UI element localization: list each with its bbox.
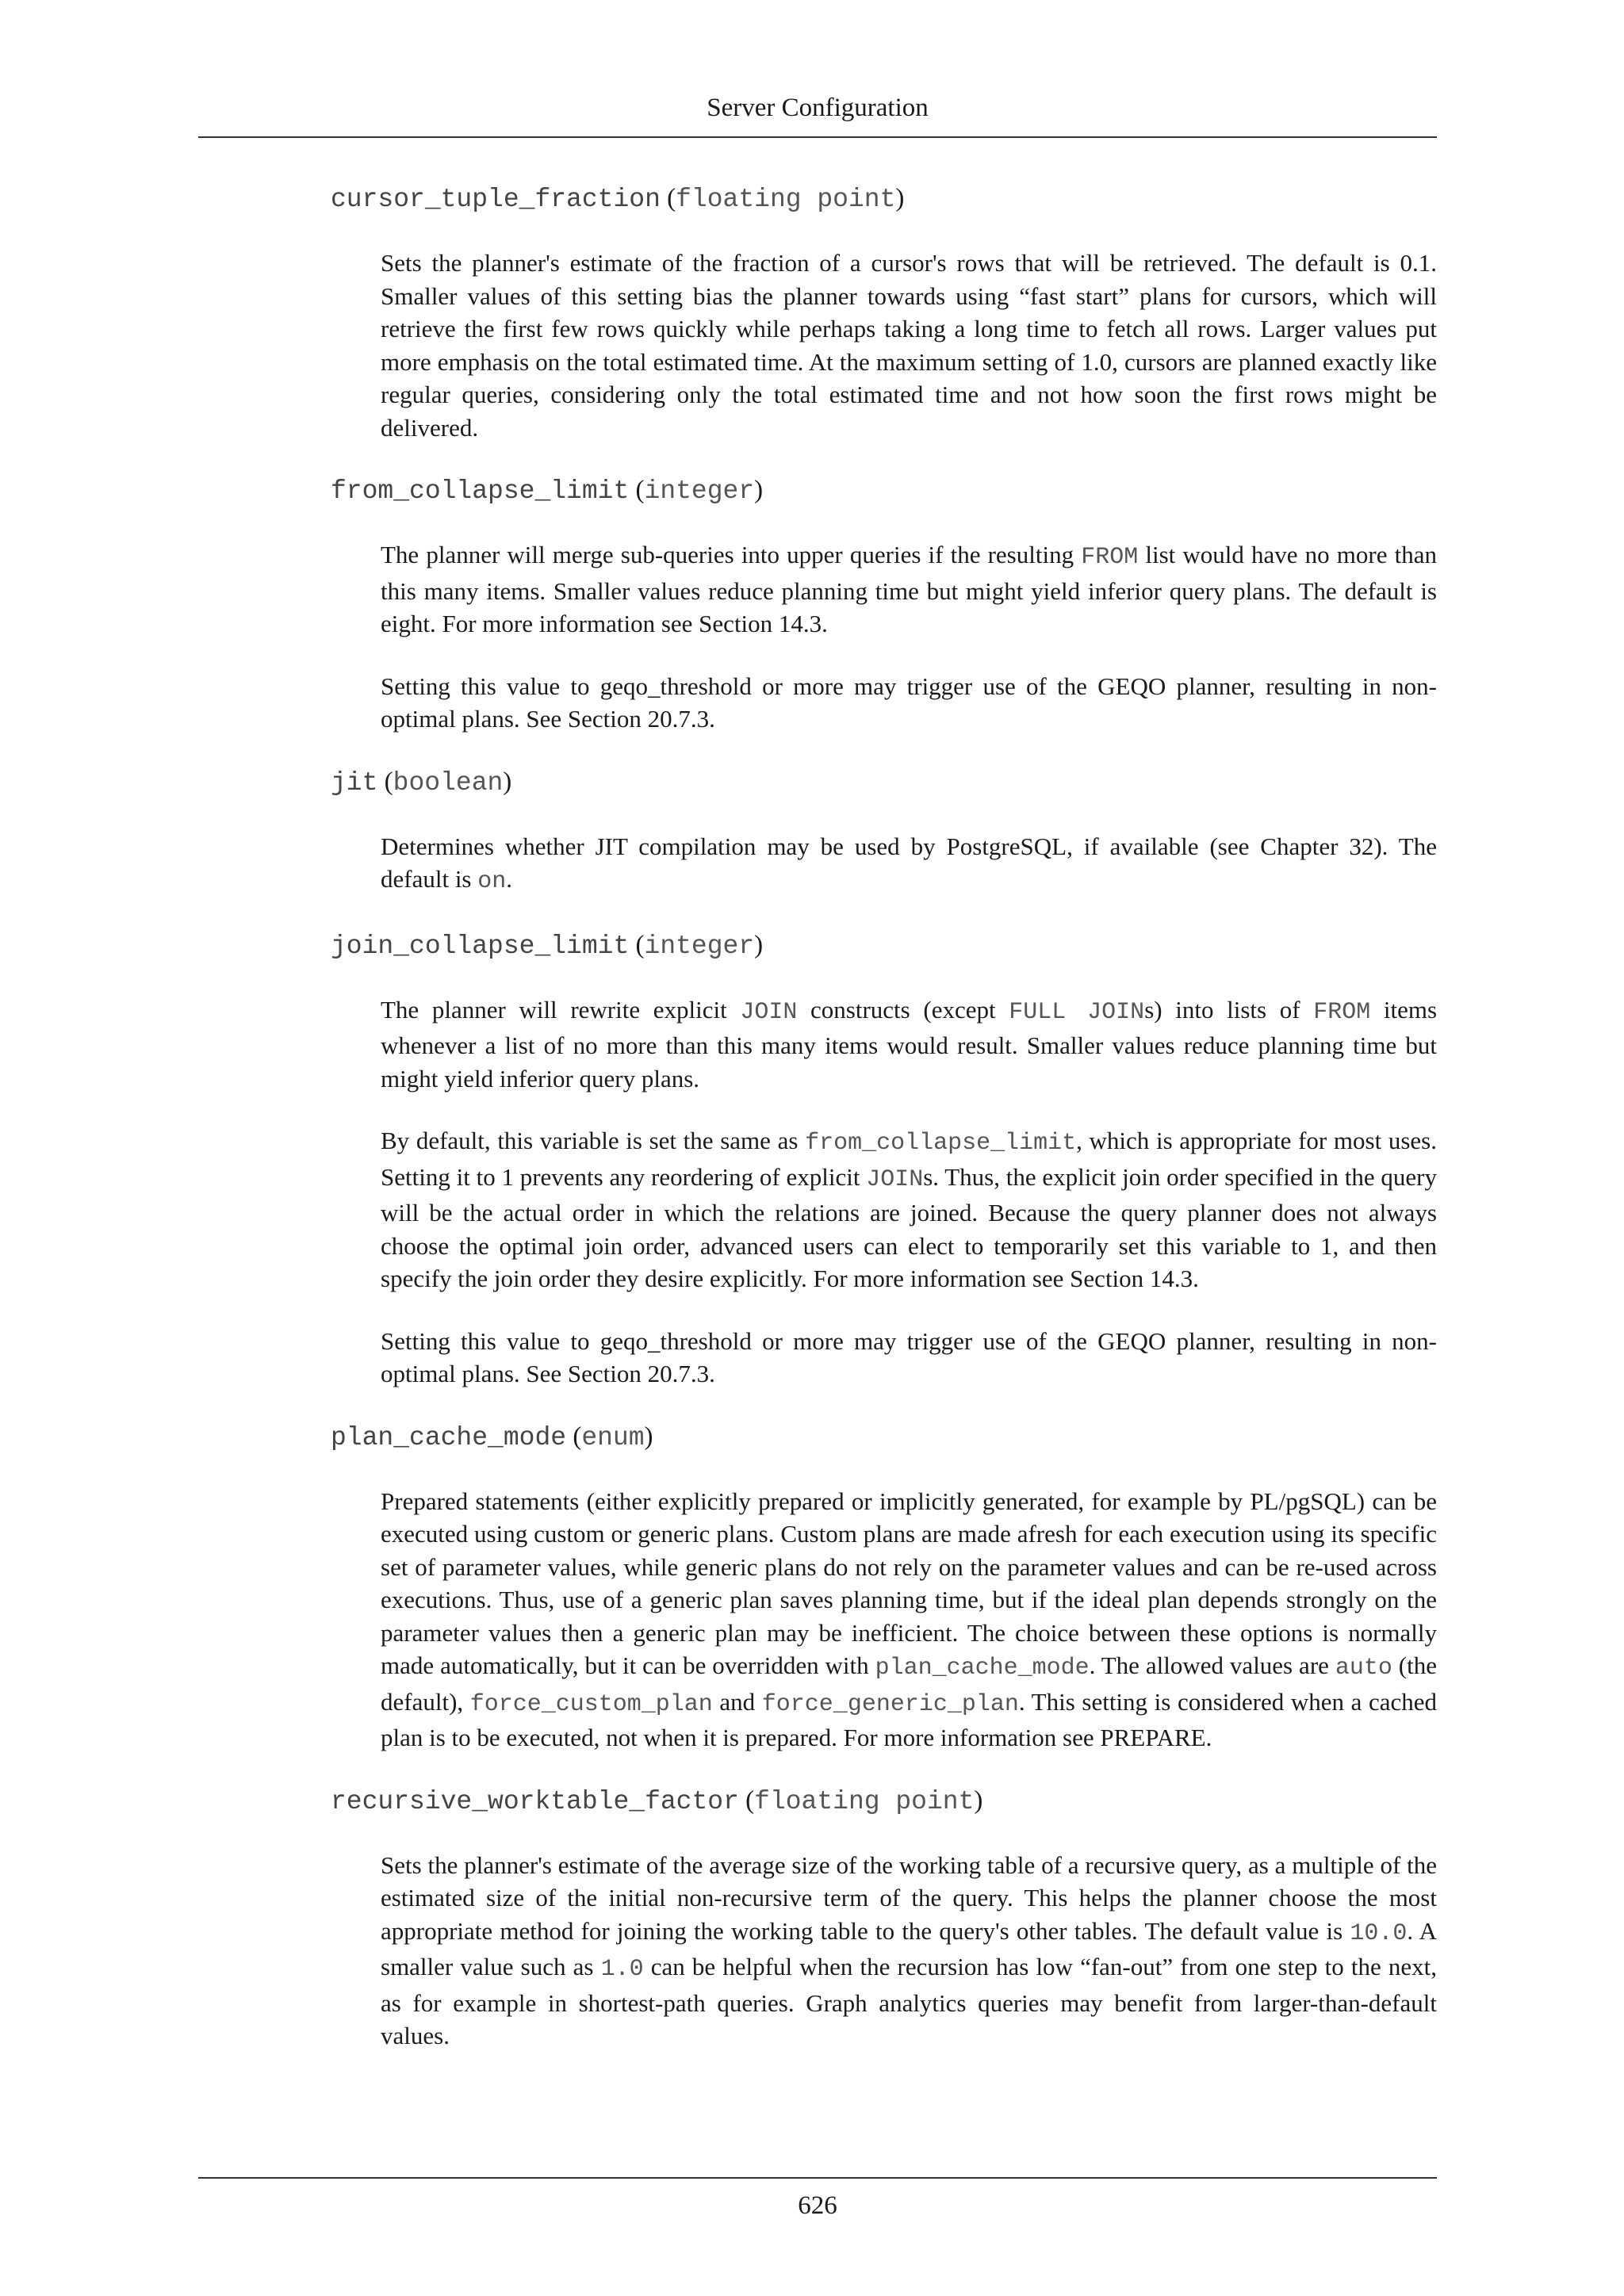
footer-rule <box>198 2177 1437 2179</box>
document-body <box>198 181 1437 2081</box>
open-paren: ( <box>738 1785 755 1815</box>
setting-term-recursive-worktable-factor <box>331 1783 1437 1820</box>
setting-name: join_collapse_limit <box>331 931 630 961</box>
header-rule <box>198 136 1437 138</box>
close-paren: ) <box>974 1785 983 1815</box>
setting-type: integer <box>644 931 755 961</box>
description-paragraph: The planner will rewrite explicit JOIN constructs (except FULL JOINs) into lists of FROM items whenever a list of no more than this many items would result. Smaller values reduce planning time but might yield inferior query plans. <box>381 995 1438 1093</box>
description-paragraph: Setting this value to geqo_threshold or more may trigger use of the GEQO planner, resulting in non-optimal plans. See Section 20.7.3. <box>381 672 1437 733</box>
page-header-title: Server Configuration <box>707 94 929 122</box>
inline-code: JOIN <box>866 1165 924 1193</box>
inline-code: on <box>477 868 507 895</box>
inline-code: auto <box>1335 1655 1392 1682</box>
setting-term-plan-cache-mode <box>331 1419 1437 1456</box>
description-paragraph: Setting this value to geqo_threshold or more may trigger use of the GEQO planner, resulting in non-optimal plans. See Section 20.7.3. <box>381 1326 1437 1387</box>
open-paren: ( <box>629 476 645 504</box>
setting-type: enum <box>581 1422 645 1452</box>
setting-name: cursor_tuple_fraction <box>331 185 661 214</box>
close-paren: ) <box>754 476 764 504</box>
setting-name: from_collapse_limit <box>331 476 630 506</box>
setting-term-cursor-tuple-fraction <box>331 181 1437 217</box>
setting-type: boolean <box>393 767 504 798</box>
inline-code: plan_cache_mode <box>875 1655 1090 1682</box>
inline-code: FULL JOIN <box>1009 998 1145 1026</box>
setting-term-join-collapse-limit <box>331 928 1437 964</box>
open-paren: ( <box>629 930 645 959</box>
setting-type: floating point <box>754 1786 975 1816</box>
open-paren: ( <box>377 767 393 796</box>
close-paren: ) <box>754 930 764 959</box>
inline-code: from_collapse_limit <box>805 1130 1077 1157</box>
setting-type: integer <box>644 476 755 506</box>
description-paragraph: Sets the planner's estimate of the fraction of a cursor's rows that will be retrieved. The default is 0.1. Smaller values of this setting bias the planner towards using “fast start” plans for cursors, which will retrieve the first few rows quickly while perhaps taking a long time to fetch all rows. Larger values put more emphasis on the total estimated time. At the maximum setting of 1.0, cursors are planned exactly like regular queries, considering only the total estimated time and not how soon the first rows might be delivered. <box>381 249 1437 442</box>
inline-code: JOIN <box>740 998 798 1026</box>
setting-name: recursive_worktable_factor <box>331 1786 739 1816</box>
close-paren: ) <box>644 1422 653 1451</box>
description-paragraph: By default, this variable is set the same as from_collapse_limit, which is appropriate for most uses. Setting it to 1 prevents any reordering of explicit JOINs. Thus, the explicit join order specified in the query will be the actual order in which the relations are joined. Because the query planner does not always choose the optimal join order, advanced users can elect to temporarily set this variable to 1, and then specify the join order they desire explicitly. For more information see Section 14.3. <box>381 1127 1437 1292</box>
description-paragraph: Determines whether JIT compilation may be used by PostgreSQL, if available (see Chapter 32). The default is on. <box>381 832 1437 895</box>
open-paren: ( <box>566 1422 582 1451</box>
description-paragraph: The planner will merge sub-queries into upper queries if the resulting FROM list would have no more than this many items. Smaller values reduce planning time but might yield inferior query plans. The default is eight. For more information see Section 14.3. <box>381 541 1437 637</box>
setting-term-jit <box>331 764 1437 801</box>
setting-name: jit <box>331 767 378 798</box>
page-number: 626 <box>798 2191 837 2220</box>
description-paragraph: Sets the planner's estimate of the average size of the working table of a recursive query, as a multiple of the estimated size of the initial non-recursive term of the query. This helps the planner choose the most appropriate method for joining the working table to the query's other tables. The default value is 10.0. A smaller value such as 1.0 can be helpful when the recursion has low “fan-out” from one step to the next, as for example in shortest-path queries. Graph analytics queries may benefit from larger-than-default values. <box>381 1850 1437 2049</box>
inline-code: FROM <box>1313 998 1371 1026</box>
inline-code: force_custom_plan <box>469 1690 713 1718</box>
inline-code: 10.0 <box>1350 1919 1408 1947</box>
description-paragraph: Prepared statements (either explicitly prepared or implicitly generated, for example by PL/pgSQL) can be executed using custom or generic plans. Custom plans are made afresh for each execution using its specific set of parameter values, while generic plans do not rely on the parameter values and can be re-used across executions. Thus, use of a generic plan saves planning time, but if the ideal plan depends strongly on the parameter values then a generic plan may be inefficient. The choice between these options is normally made automatically, but it can be overridden with plan_cache_mode. The allowed values are auto (the default), force_custom_plan and force_generic_plan. This setting is considered when a cached plan is to be executed, not when it is prepared. For more information see PREPARE. <box>381 1487 1437 1751</box>
close-paren: ) <box>503 767 512 796</box>
setting-term-from-collapse-limit <box>331 473 1437 509</box>
inline-code: FROM <box>1081 544 1139 571</box>
inline-code: 1.0 <box>600 1956 644 1983</box>
inline-code: force_generic_plan <box>761 1690 1019 1718</box>
open-paren: ( <box>660 184 676 212</box>
setting-name: plan_cache_mode <box>331 1422 567 1452</box>
setting-type: floating point <box>676 185 896 214</box>
close-paren: ) <box>895 184 905 212</box>
